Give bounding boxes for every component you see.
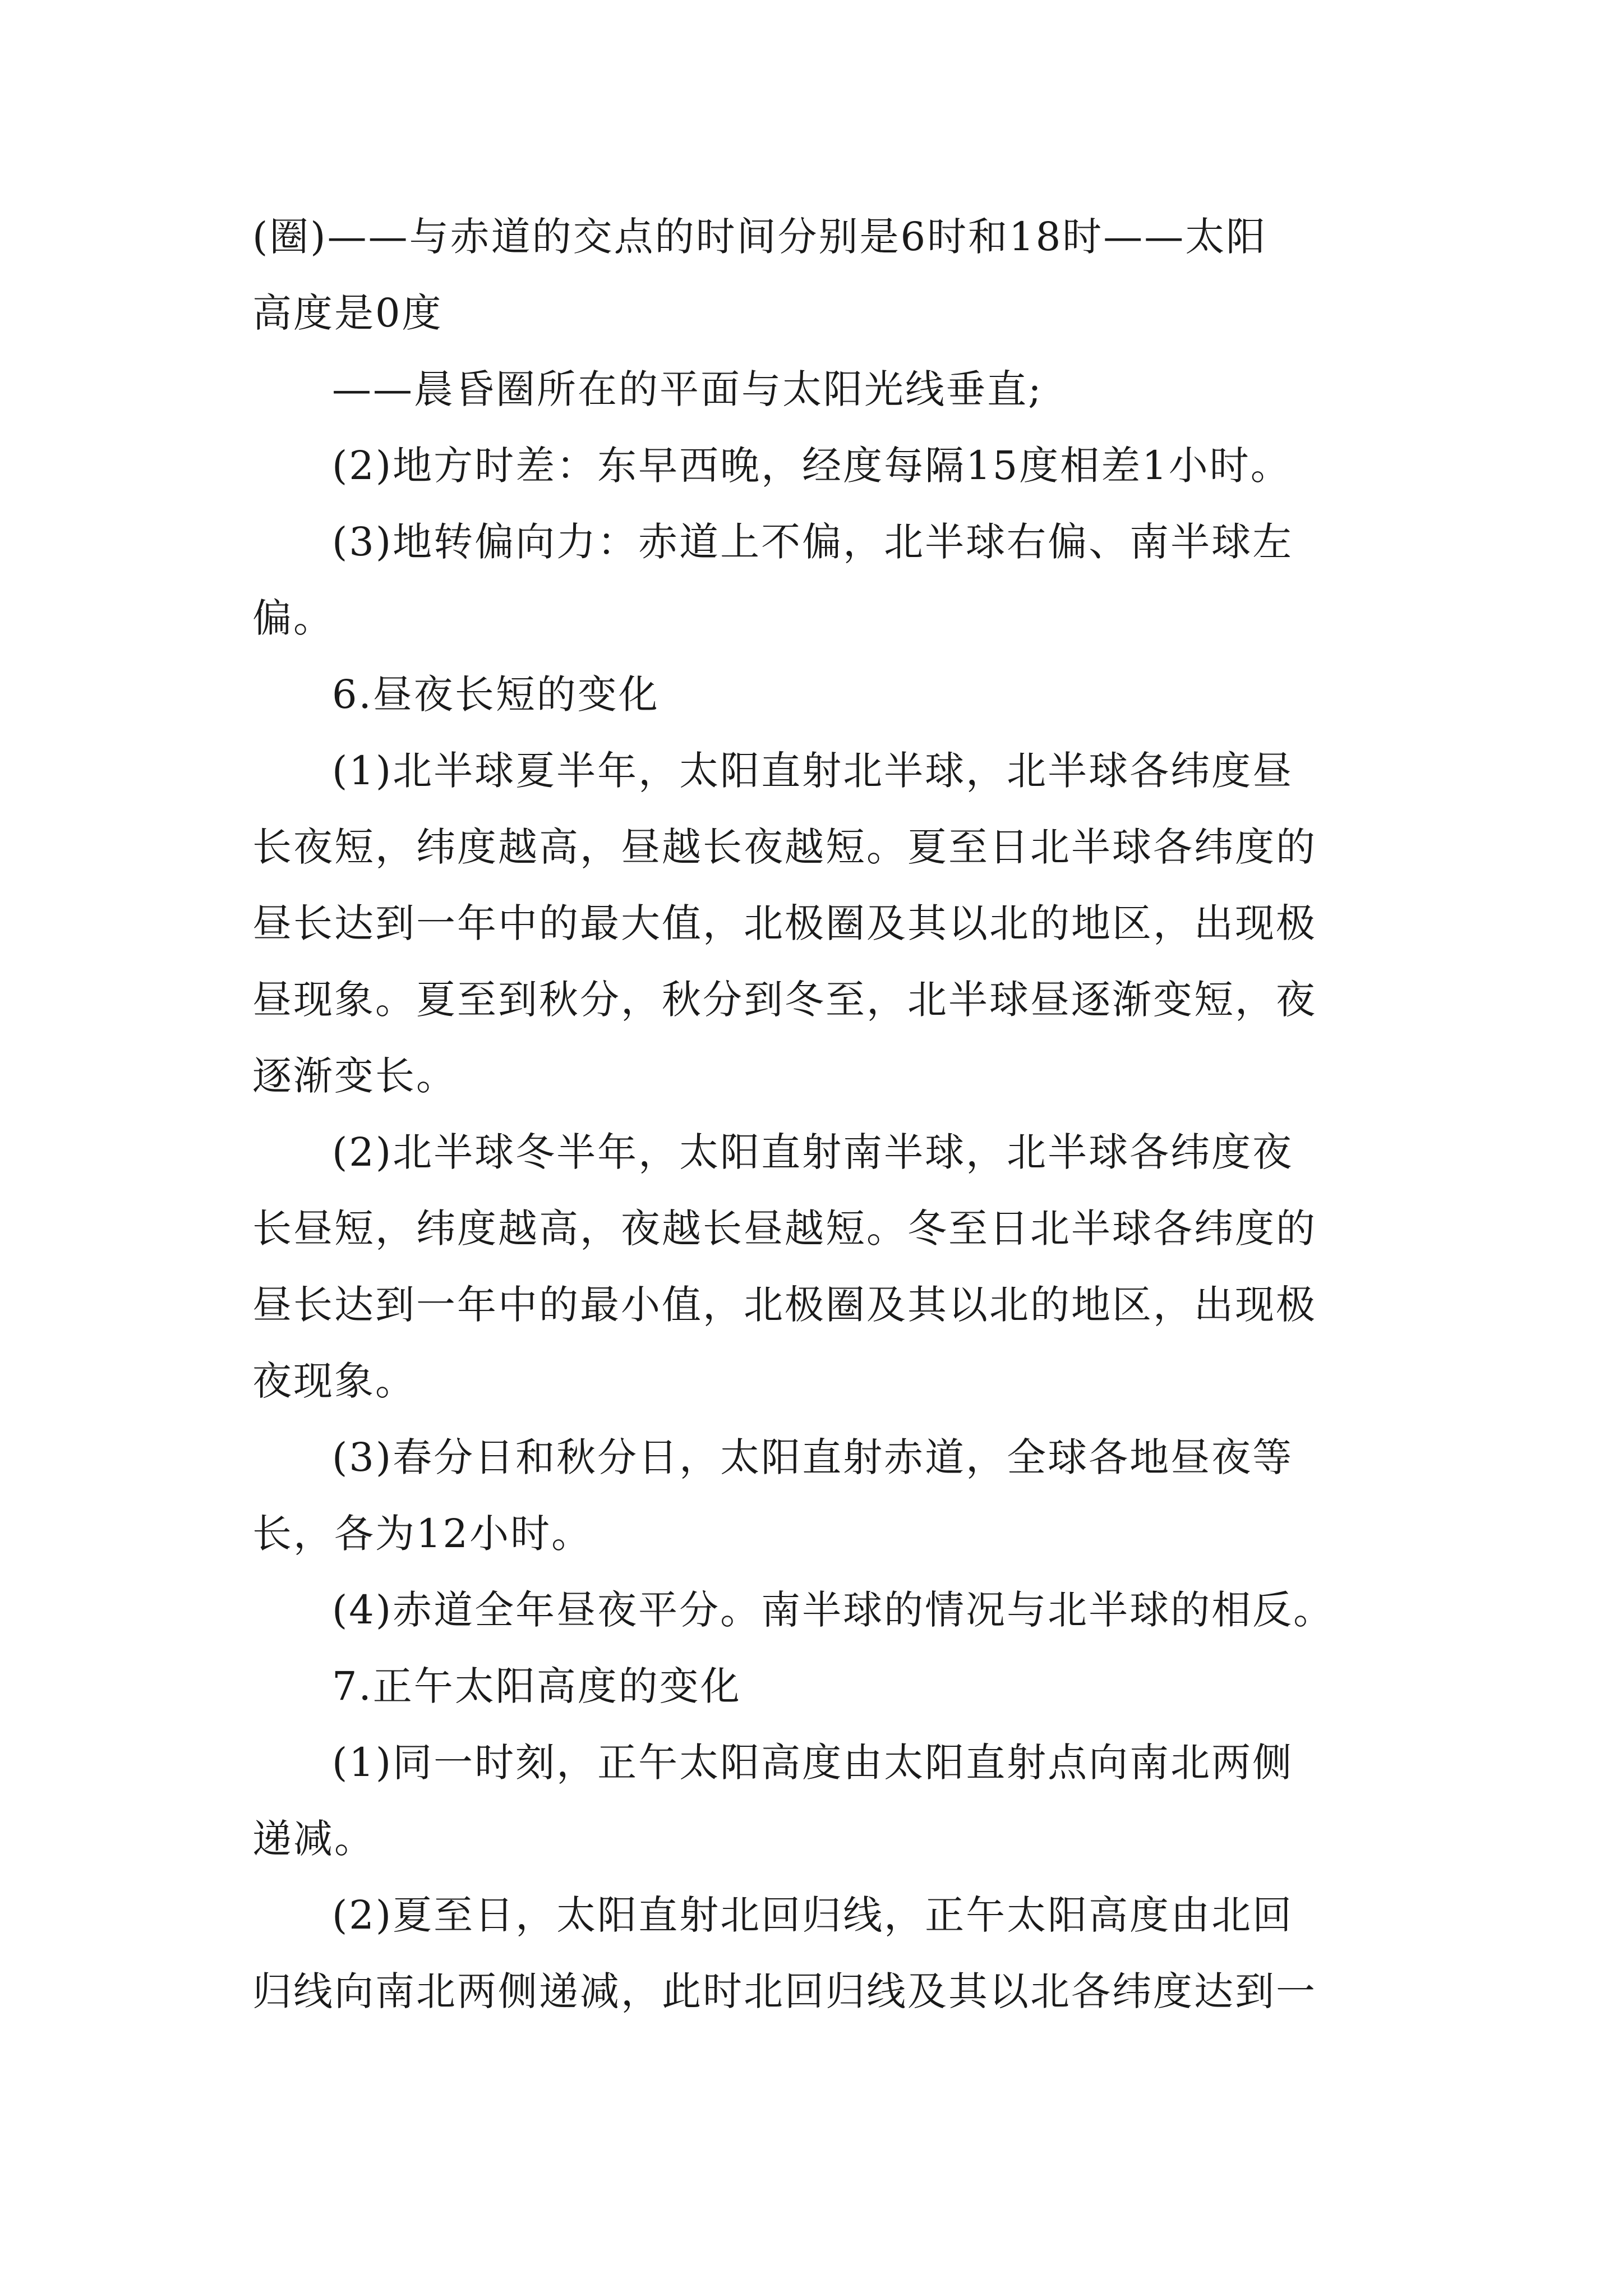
text-line: 昼长达到一年中的最小值，北极圈及其以北的地区，出现极 xyxy=(252,1282,1317,1328)
text-line: 昼长达到一年中的最大值，北极圈及其以北的地区，出现极 xyxy=(252,900,1317,946)
text-line: (3)春分日和秋分日，太阳直射赤道，全球各地昼夜等 xyxy=(332,1434,1294,1480)
text-line: (2)北半球冬半年，太阳直射南半球，北半球各纬度夜 xyxy=(332,1129,1294,1175)
text-line: 高度是0度 xyxy=(252,290,443,336)
section-heading: 6.昼夜长短的变化 xyxy=(332,671,660,717)
text-line: (1)北半球夏半年，太阳直射北半球，北半球各纬度昼 xyxy=(332,748,1294,794)
text-line: (2)夏至日，太阳直射北回归线，正午太阳高度由北回 xyxy=(332,1892,1294,1938)
text-line: 长昼短，纬度越高，夜越长昼越短。冬至日北半球各纬度的 xyxy=(252,1205,1317,1251)
text-line: 长，各为12小时。 xyxy=(252,1511,593,1557)
section-heading: 7.正午太阳高度的变化 xyxy=(332,1663,741,1709)
text-line: 归线向南北两侧递减，此时北回归线及其以北各纬度达到一 xyxy=(252,1968,1317,2014)
text-line: 长夜短，纬度越高，昼越长夜越短。夏至日北半球各纬度的 xyxy=(252,824,1317,870)
text-line: (圈)——与赤道的交点的时间分别是6时和18时——太阳 xyxy=(252,214,1267,260)
text-line: (2)地方时差：东早西晚，经度每隔15度相差1小时。 xyxy=(332,443,1292,489)
text-line: 昼现象。夏至到秋分，秋分到冬至，北半球昼逐渐变短，夜 xyxy=(252,977,1317,1023)
text-line: 递减。 xyxy=(252,1816,375,1862)
text-line: 偏。 xyxy=(252,595,334,641)
text-line: 夜现象。 xyxy=(252,1358,416,1404)
text-line: ——晨昏圈所在的平面与太阳光线垂直; xyxy=(332,366,1043,412)
text-line: (4)赤道全年昼夜平分。南半球的情况与北半球的相反。 xyxy=(332,1587,1335,1633)
text-line: (1)同一时刻，正午太阳高度由太阳直射点向南北两侧 xyxy=(332,1740,1294,1786)
text-line: (3)地转偏向力：赤道上不偏，北半球右偏、南半球左 xyxy=(332,519,1294,565)
text-line: 逐渐变长。 xyxy=(252,1053,457,1099)
